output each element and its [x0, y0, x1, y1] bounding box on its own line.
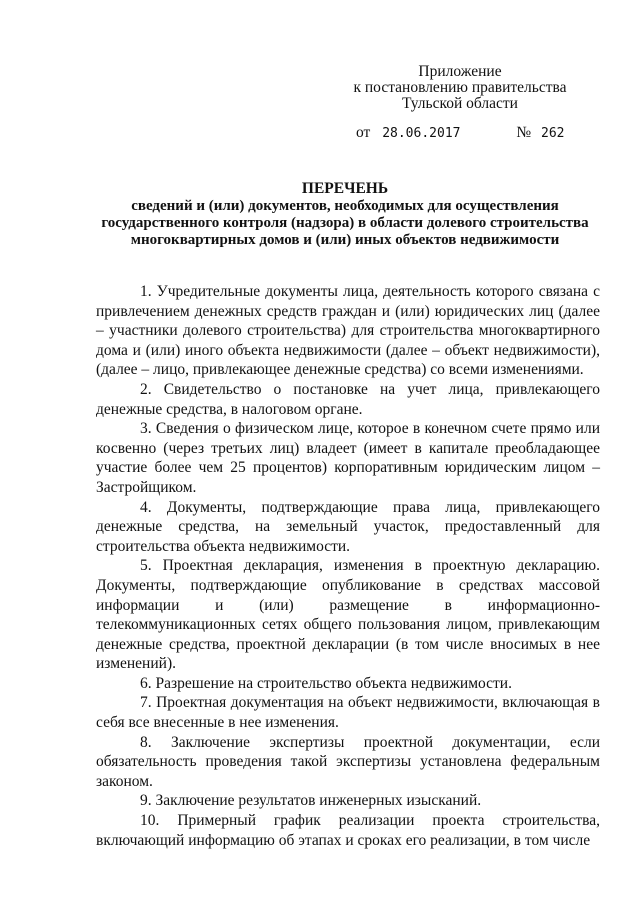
number-sign: № — [516, 124, 532, 141]
list-item: 7. Проектная документация на объект недвижимости, включающая в себя все внесенные в нее изменения. — [96, 694, 600, 732]
list-item: 2. Свидетельство о постановке на учет лица, привлекающего денежные средства, в налоговом органе. — [96, 380, 600, 418]
list-item: 6. Разрешение на строительство объекта недвижимости. — [140, 674, 512, 692]
list-item: 8. Заключение экспертизы проектной документации, если обязательность проведения такой экспертизы установлена федеральным законом. — [96, 733, 600, 790]
list-item: 3. Сведения о физическом лице, которое в конечном счете прямо или косвенно (через третьих лиц) владеет (имеет в капитале преобладающее участие более чем 25 процентов) корпоративным юридическим лицом – Застройщиком. — [96, 420, 600, 496]
items-list — [96, 282, 600, 850]
title-heading: ПЕРЕЧЕНЬ — [301, 180, 389, 197]
list-item: 4. Документы, подтверждающие права лица, привлекающего денежные средства, на земельный участок, предоставленный для строительства объекта недвижимости. — [96, 498, 600, 555]
list-item: 5. Проектная декларация, изменения в проектную декларацию. Документы, подтверждающие опубликование в средствах массовой информации и (или) размещение в информационно-телекоммуникационных сетях общего пользования лицом, привлекающим денежные средства, проектной декларации (в том числе вносимых в нее изменений). — [96, 557, 600, 673]
list-item: 9. Заключение результатов инженерных изысканий. — [140, 792, 482, 810]
appendix-resolution: к постановлению правительства — [353, 79, 567, 96]
document-date: 28.06.2017 — [382, 126, 461, 141]
title-line-3: многоквартирных домов и (или) иных объектов недвижимости — [130, 232, 560, 248]
appendix-header — [340, 64, 580, 112]
document-title — [96, 180, 594, 249]
appendix-region: Тульской области — [402, 95, 518, 112]
list-item: 1. Учредительные документы лица, деятельность которого связана с привлечением денежных средств граждан и (или) юридических лиц (далее – участники долевого строительства) для строительства многоквартирного дома и (или) иного объекта недвижимости (далее – объект недвижимости), (далее – лицо, привлекающее денежные средства) со всеми изменениями. — [96, 283, 600, 379]
appendix-label: Приложение — [418, 63, 502, 80]
document-number: 262 — [541, 126, 565, 141]
date-prefix: от — [356, 124, 371, 141]
title-line-1: сведений и (или) документов, необходимых для осуществления — [131, 198, 559, 214]
date-number-line — [356, 124, 596, 143]
list-item: 10. Примерный график реализации проекта строительства, включающий информацию об этапах и сроках его реализации, в том числе — [96, 812, 600, 849]
title-line-2: государственного контроля (надзора) в области долевого строительства — [101, 215, 589, 231]
